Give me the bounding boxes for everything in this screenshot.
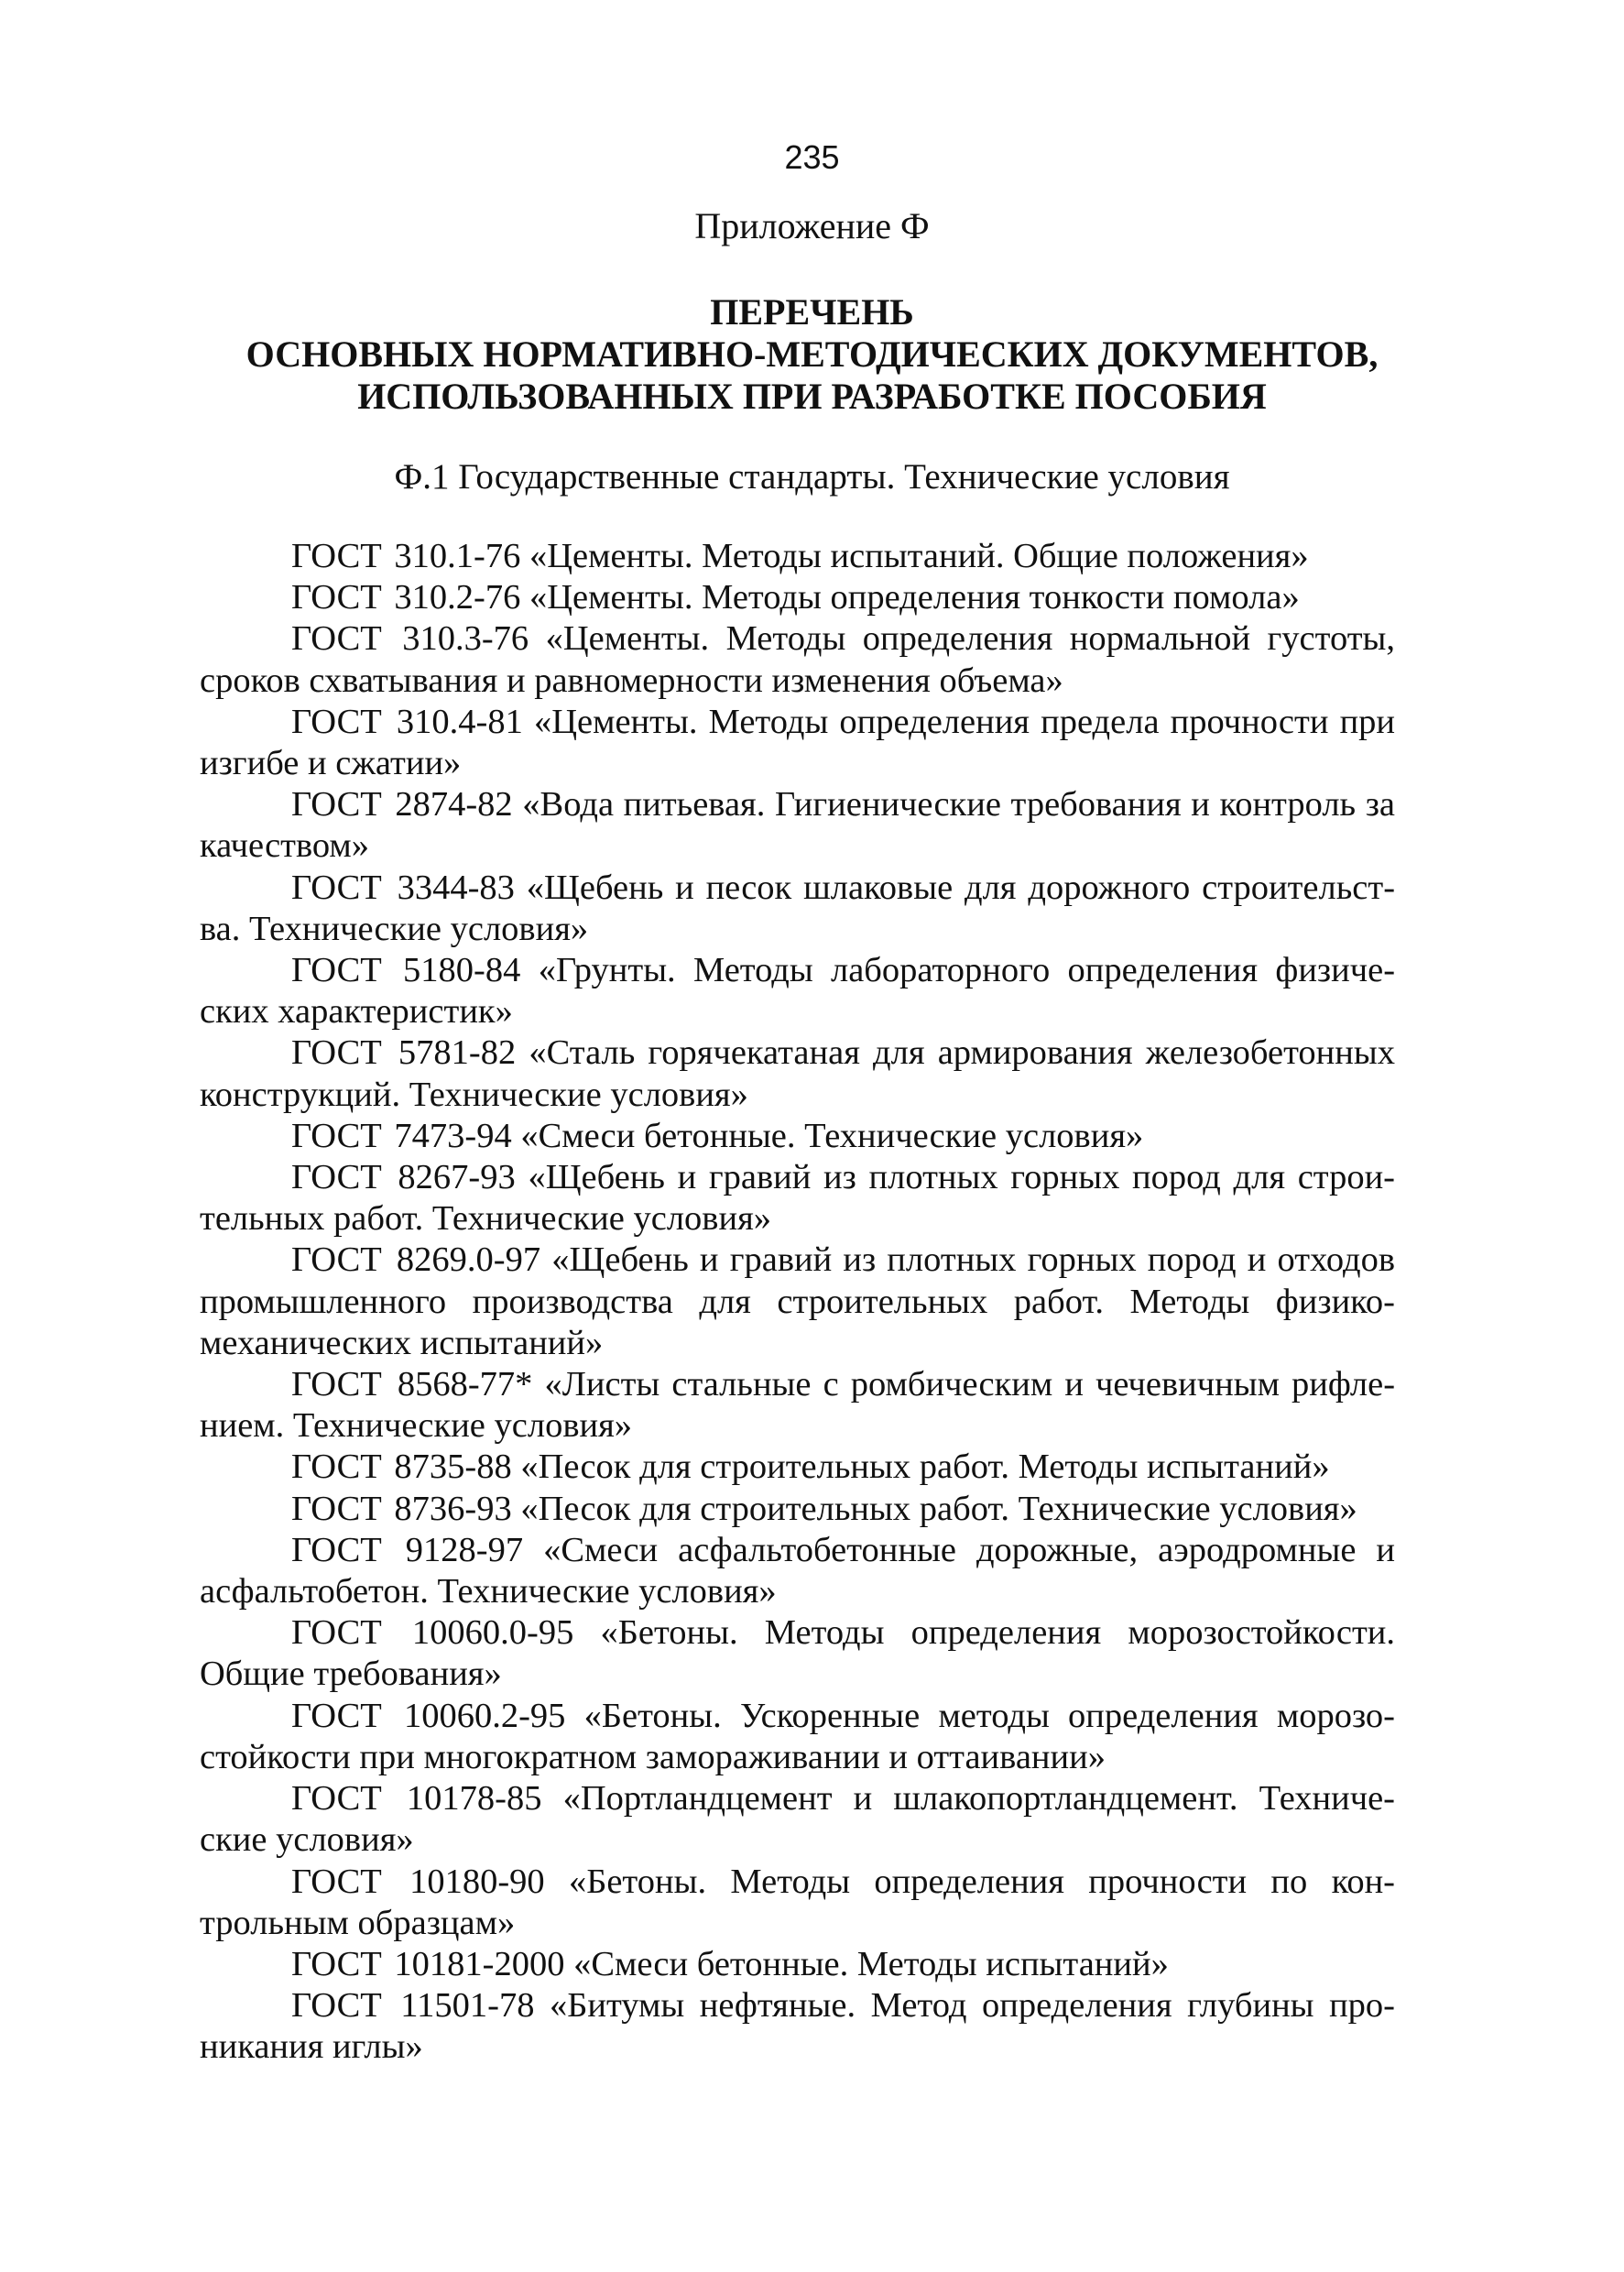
list-item: [200, 1696, 1395, 1778]
standard-title: «Песок для строительных работ. Методы испытаний»: [520, 1447, 1330, 1487]
list-item: [200, 1032, 1395, 1115]
standard-code: ГОСТ 310.4-81: [291, 702, 523, 741]
list-item: [200, 1985, 1395, 2068]
standard-title: «Смеси бетонные. Методы испытаний»: [573, 1944, 1169, 1983]
list-item: [200, 1364, 1395, 1447]
standard-code: ГОСТ 10060.2-95: [291, 1696, 566, 1735]
standard-code: ГОСТ 5781-82: [291, 1033, 517, 1073]
section-heading: Ф.1 Государственные стандарты. Технические условия: [394, 457, 1230, 497]
standard-code: ГОСТ 10180-90: [291, 1862, 545, 1901]
standard-title: «Смеси бетонные. Технические условия»: [520, 1116, 1144, 1155]
standard-title: «Сталь горячекатаная для армирования железобетонных конструкций. Технические условия»: [200, 1033, 1395, 1114]
appendix-label: Приложение Ф: [694, 205, 930, 246]
list-item: [200, 1116, 1395, 1157]
standard-code: ГОСТ 10060.0-95: [291, 1613, 574, 1653]
standard-title: «Цементы. Методы испытаний. Общие положения»: [529, 537, 1309, 575]
title-line: ИСПОЛЬЗОВАННЫХ ПРИ РАЗРАБОТКЕ ПОСОБИЯ: [357, 376, 1267, 417]
standard-title: «Листы стальные с ромбическим и чечевичным рифле-нием. Технические условия»: [200, 1365, 1396, 1446]
standard-title: «Смеси асфальтобетонные дорожные, аэродромные и асфальтобетон. Технические условия»: [200, 1530, 1396, 1611]
standard-title: «Бетоны. Ускоренные методы определения морозо-стойкости при многократном замораживании и оттаивании»: [200, 1696, 1395, 1776]
standard-title: «Бетоны. Методы определения прочности по кон-трольным образцам»: [200, 1862, 1395, 1942]
list-item: [200, 702, 1395, 784]
list-item: [200, 1778, 1395, 1861]
standard-code: ГОСТ 9128-97: [291, 1530, 524, 1569]
standard-code: ГОСТ 5180-84: [291, 951, 521, 990]
title-line: ПЕРЕЧЕНЬ: [710, 291, 914, 333]
list-item: [200, 618, 1395, 701]
title-line: ОСНОВНЫХ НОРМАТИВНО-МЕТОДИЧЕСКИХ ДОКУМЕНТОВ,: [245, 333, 1379, 375]
list-item: [200, 577, 1395, 618]
list-item: [200, 1489, 1395, 1530]
list-item: [200, 1530, 1395, 1612]
list-item: [200, 784, 1395, 867]
list-item: [200, 1240, 1395, 1364]
list-item: [200, 1157, 1395, 1240]
list-item: [200, 1612, 1395, 1695]
standard-code: ГОСТ 310.2-76: [291, 578, 521, 617]
standard-code: ГОСТ 10178-85: [291, 1779, 542, 1819]
standard-code: ГОСТ 2874-82: [291, 785, 513, 825]
page-number: 235: [784, 138, 840, 176]
list-item: [200, 1862, 1395, 1944]
standard-title: «Щебень и песок шлаковые для дорожного строительст-ва. Технические условия»: [200, 868, 1396, 948]
document-title: [0, 291, 1624, 418]
standard-code: ГОСТ 11501-78: [291, 1986, 535, 2026]
standard-code: ГОСТ 8735-88: [291, 1447, 512, 1487]
standard-code: ГОСТ 310.3-76: [291, 619, 529, 659]
standard-title: «Цементы. Методы определения нормальной густоты, сроков схватывания и равномерности изменения объема»: [200, 619, 1396, 700]
standard-code: ГОСТ 8269.0-97: [291, 1240, 541, 1280]
list-item: [200, 536, 1395, 577]
list-item: [200, 868, 1395, 950]
standards-list: [200, 536, 1395, 2069]
standard-code: ГОСТ 7473-94: [291, 1116, 512, 1155]
standard-title: «Битумы нефтяные. Метод определения глубины про-никания иглы»: [200, 1986, 1396, 2067]
standard-title: «Щебень и гравий из плотных горных пород и отходов промышленного производства для строительных работ. Методы физико-механических испытаний»: [200, 1240, 1396, 1362]
standard-code: ГОСТ 310.1-76: [291, 537, 521, 575]
standard-code: ГОСТ 3344-83: [291, 868, 515, 907]
standard-title: «Щебень и гравий из плотных горных пород для строи-тельных работ. Технические условия»: [200, 1158, 1396, 1239]
standard-title: «Цементы. Методы определения предела прочности при изгибе и сжатии»: [200, 702, 1396, 783]
standard-code: ГОСТ 10181-2000: [291, 1944, 565, 1983]
standard-title: «Бетоны. Методы определения морозостойкости. Общие требования»: [200, 1613, 1395, 1694]
list-item: [200, 950, 1395, 1032]
standard-title: «Вода питьевая. Гигиенические требования и контроль за качеством»: [200, 785, 1396, 866]
list-item: [200, 1944, 1395, 1985]
standard-code: ГОСТ 8736-93: [291, 1489, 512, 1528]
standard-title: «Портландцемент и шлакопортландцемент. Техниче-ские условия»: [200, 1779, 1396, 1860]
list-item: [200, 1447, 1395, 1488]
standard-title: «Песок для строительных работ. Технические условия»: [520, 1489, 1357, 1528]
standard-title: «Грунты. Методы лабораторного определения физиче-ских характеристик»: [200, 951, 1396, 1032]
standard-code: ГОСТ 8267-93: [291, 1158, 516, 1197]
standard-title: «Цементы. Методы определения тонкости помола»: [529, 578, 1300, 617]
standard-code: ГОСТ 8568-77*: [291, 1365, 533, 1404]
